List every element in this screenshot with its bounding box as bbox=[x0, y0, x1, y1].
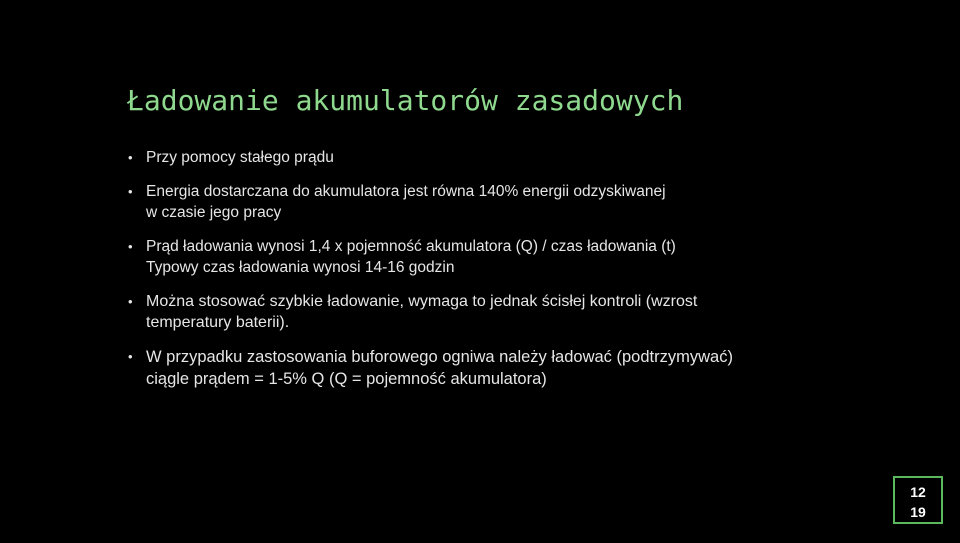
bullet-item bbox=[128, 147, 928, 168]
page-number-top: 12 bbox=[910, 484, 926, 500]
bullet-icon: • bbox=[128, 150, 133, 165]
slide-title: Ładowanie akumulatorów zasadowych bbox=[127, 84, 684, 117]
bullet-text: Można stosować szybkie ładowanie, wymaga to jednak ścisłej kontroli (wzrost bbox=[146, 293, 698, 310]
bullet-item bbox=[128, 291, 928, 333]
bullet-list bbox=[128, 147, 928, 390]
bullet-icon: • bbox=[128, 294, 133, 309]
bullet-item bbox=[128, 181, 928, 223]
bullet-item bbox=[128, 346, 928, 390]
bullet-text: Prąd ładowania wynosi 1,4 x pojemność akumulatora (Q) / czas ładowania (t) bbox=[146, 238, 676, 255]
bullet-text: ciągle prądem = 1-5% Q (Q = pojemność akumulatora) bbox=[146, 370, 547, 388]
bullet-text: Typowy czas ładowania wynosi 14-16 godzin bbox=[146, 259, 455, 276]
bullet-text: Energia dostarczana do akumulatora jest równa 140% energii odzyskiwanej bbox=[146, 183, 666, 200]
bullet-icon: • bbox=[128, 239, 133, 254]
bullet-icon: • bbox=[128, 184, 133, 199]
page-number-bottom: 19 bbox=[910, 504, 926, 520]
bullet-icon: • bbox=[128, 349, 133, 364]
bullet-text: W przypadku zastosowania buforowego ogniwa należy ładować (podtrzymywać) bbox=[146, 348, 733, 366]
bullet-item bbox=[128, 236, 928, 278]
bullet-text: w czasie jego pracy bbox=[146, 204, 282, 221]
bullet-text: Przy pomocy stałego prądu bbox=[146, 149, 334, 166]
page-number-box bbox=[893, 476, 943, 524]
bullet-text: temperatury baterii). bbox=[146, 314, 290, 331]
